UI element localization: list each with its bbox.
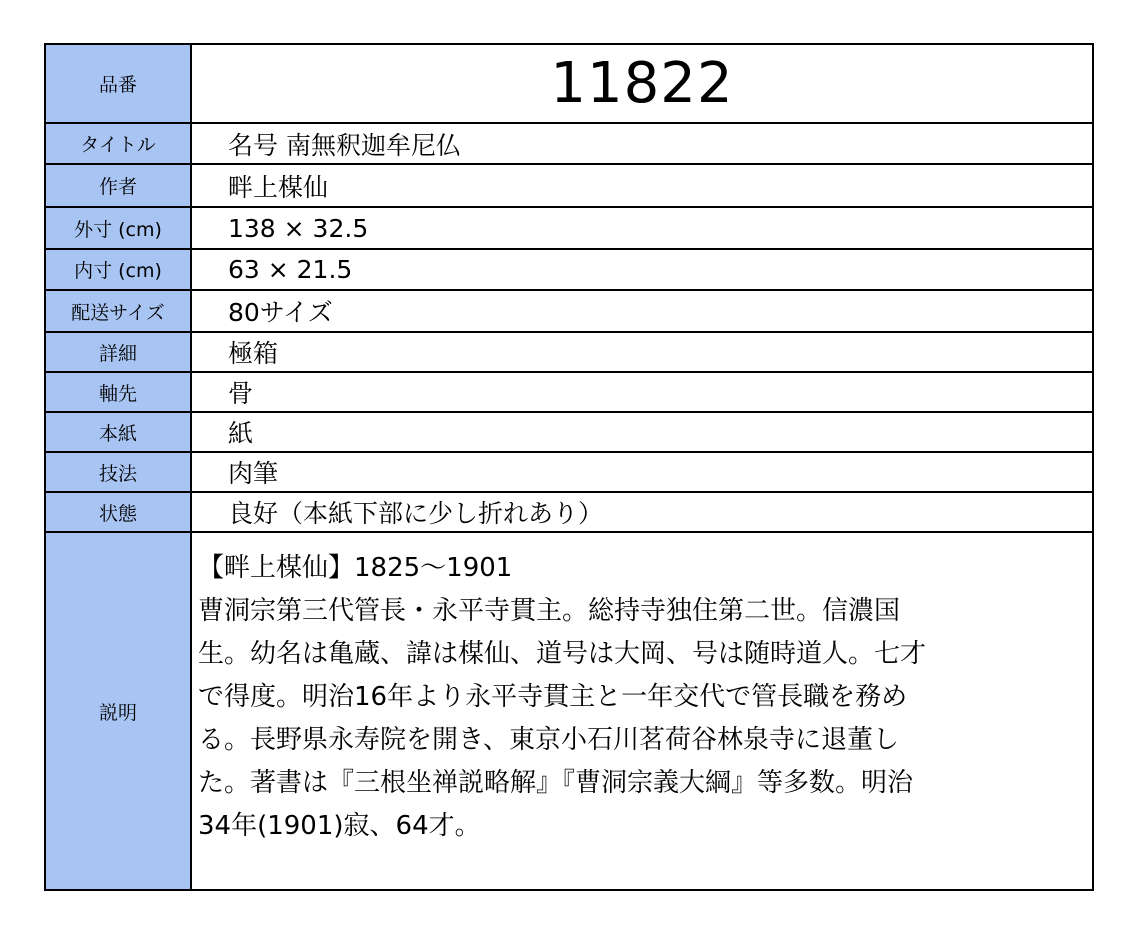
- details-label: 詳細: [45, 332, 191, 372]
- details-value: 極箱: [191, 332, 1093, 372]
- condition-value: 良好（本紙下部に少し折れあり）: [191, 492, 1093, 532]
- title-value: 名号 南無釈迦牟尼仏: [191, 123, 1093, 164]
- product-spec-table: [44, 43, 1094, 891]
- row-paper: [45, 412, 1093, 452]
- shipping-size-label: 配送サイズ: [45, 290, 191, 332]
- title-label: タイトル: [45, 123, 191, 164]
- technique-label: 技法: [45, 452, 191, 492]
- row-details: [45, 332, 1093, 372]
- outer-size-value: 138 × 32.5: [191, 207, 1093, 249]
- inner-size-value: 63 × 21.5: [191, 249, 1093, 290]
- roller-ends-label: 軸先: [45, 372, 191, 412]
- row-shipping-size: [45, 290, 1093, 332]
- row-inner-size: [45, 249, 1093, 290]
- description-text: [191, 532, 1093, 890]
- description-label: 説明: [45, 532, 191, 890]
- description-line-1: 【畔上楳仙】1825〜1901: [198, 553, 513, 583]
- author-value: 畔上楳仙: [191, 164, 1093, 207]
- item-number-value: 11822: [191, 44, 1093, 123]
- row-item-number: [45, 44, 1093, 123]
- shipping-size-value: 80サイズ: [191, 290, 1093, 332]
- description-line-4: で得度。明治16年より永平寺貫主と一年交代で管長職を務め: [198, 682, 908, 712]
- row-description: [45, 532, 1093, 890]
- row-roller-ends: [45, 372, 1093, 412]
- technique-value: 肉筆: [191, 452, 1093, 492]
- description-line-6: た。著書は『三根坐禅説略解』『曹洞宗義大綱』等多数。明治: [198, 768, 914, 798]
- item-number-label: 品番: [45, 44, 191, 123]
- row-condition: [45, 492, 1093, 532]
- description-line-2: 曹洞宗第三代管長・永平寺貫主。総持寺独住第二世。信濃国: [198, 596, 901, 626]
- condition-label: 状態: [45, 492, 191, 532]
- row-outer-size: [45, 207, 1093, 249]
- author-label: 作者: [45, 164, 191, 207]
- outer-size-label: 外寸 (cm): [45, 207, 191, 249]
- description-line-3: 生。幼名は亀蔵、諱は楳仙、道号は大岡、号は随時道人。七才: [198, 639, 927, 669]
- paper-label: 本紙: [45, 412, 191, 452]
- description-line-5: る。長野県永寿院を開き、東京小石川茗荷谷林泉寺に退董し: [198, 725, 899, 755]
- paper-value: 紙: [191, 412, 1093, 452]
- row-author: [45, 164, 1093, 207]
- row-title: [45, 123, 1093, 164]
- roller-ends-value: 骨: [191, 372, 1093, 412]
- row-technique: [45, 452, 1093, 492]
- inner-size-label: 内寸 (cm): [45, 249, 191, 290]
- description-line-7: 34年(1901)寂、64才。: [198, 811, 481, 841]
